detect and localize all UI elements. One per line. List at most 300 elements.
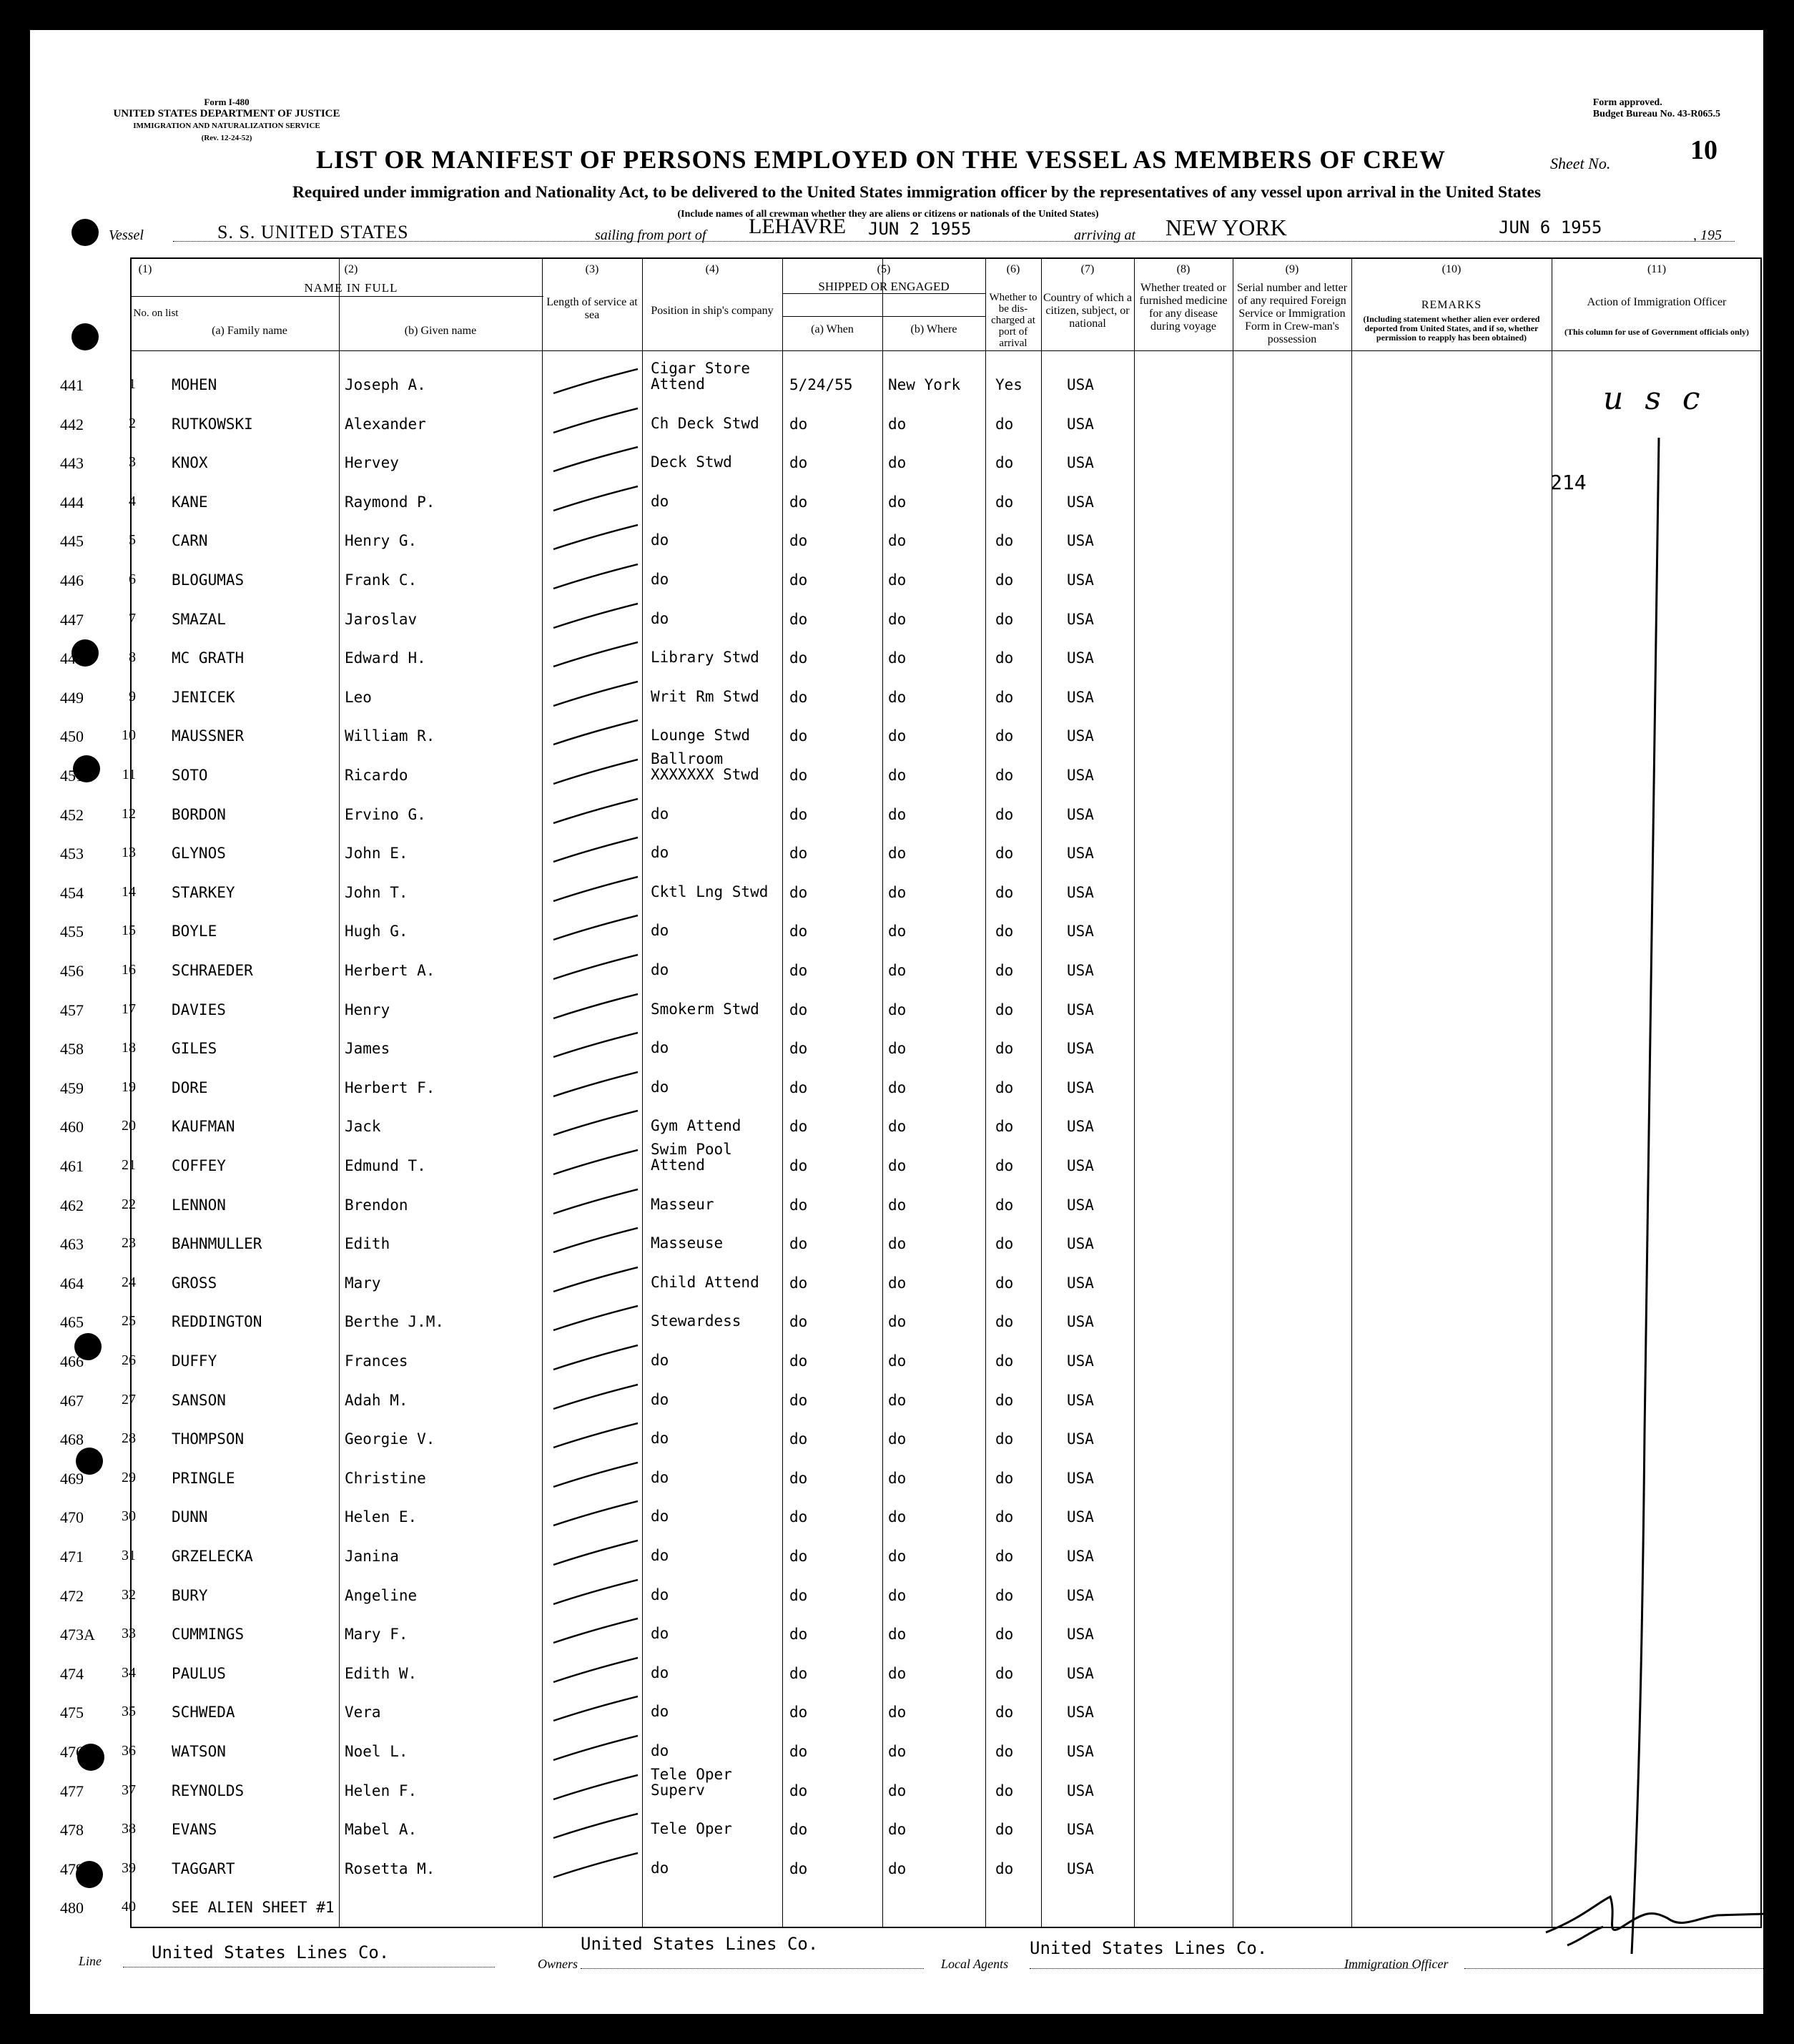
- discharged-at-arrival: do: [995, 1235, 1014, 1253]
- table-row: [30, 454, 1765, 476]
- sheet-line-number: 445: [60, 532, 84, 551]
- country: USA: [1067, 1548, 1094, 1565]
- country: USA: [1067, 1040, 1094, 1058]
- row-number: 21: [122, 1157, 136, 1173]
- country: USA: [1067, 532, 1094, 550]
- given-name: Georgie V.: [345, 1430, 435, 1448]
- shipped-when: 5/24/55: [789, 376, 853, 393]
- shipped-where: do: [888, 1626, 907, 1643]
- shipped-when: do: [789, 1235, 808, 1253]
- country: USA: [1067, 1626, 1094, 1643]
- discharged-at-arrival: Yes: [995, 376, 1022, 393]
- sheet-line-number: 462: [60, 1196, 84, 1214]
- year-suffix: , 195: [1693, 227, 1722, 243]
- shipped-where: do: [888, 571, 907, 589]
- service-check-mark: [546, 560, 646, 596]
- family-name: GROSS: [172, 1274, 217, 1292]
- table-row: [30, 1548, 1765, 1569]
- country: USA: [1067, 1430, 1094, 1448]
- shipped-where: do: [888, 1157, 907, 1174]
- row-number: 17: [122, 1001, 136, 1017]
- given-name: Edith: [345, 1235, 390, 1253]
- service-check-mark: [546, 1576, 646, 1611]
- shipped-when: do: [789, 1859, 808, 1877]
- header-rule: [782, 316, 985, 317]
- sheet-line-number: 463: [60, 1235, 84, 1254]
- family-name: EVANS: [172, 1821, 217, 1839]
- family-name: SEE ALIEN SHEET #1: [172, 1899, 335, 1917]
- sheet-line-number: 444: [60, 493, 84, 511]
- col11-note: (This column for use of Government officials only): [1564, 327, 1750, 337]
- row-number: 37: [122, 1782, 136, 1798]
- discharged-at-arrival: do: [995, 1626, 1014, 1643]
- family-name: KAUFMAN: [172, 1118, 235, 1136]
- table-row: [30, 416, 1765, 437]
- row-number: 34: [122, 1664, 136, 1681]
- sheet-line-number: 476: [60, 1743, 84, 1761]
- row-number: 33: [122, 1626, 136, 1642]
- shipped-when: do: [789, 845, 808, 863]
- family-name: GRZELECKA: [172, 1548, 253, 1565]
- family-name: MC GRATH: [172, 649, 245, 667]
- table-row: [30, 1274, 1765, 1296]
- table-row: [30, 1141, 1765, 1179]
- shipped-where: do: [888, 1001, 907, 1018]
- family-name: KNOX: [172, 454, 208, 472]
- discharged-at-arrival: do: [995, 883, 1014, 901]
- position: do: [651, 609, 669, 627]
- family-name: WATSON: [172, 1743, 226, 1760]
- sheet-line-number: 452: [60, 805, 84, 824]
- family-name: SOTO: [172, 767, 208, 784]
- sheet-line-number: 479: [60, 1859, 84, 1878]
- shipped-where: do: [888, 649, 907, 667]
- sheet-line-number: 443: [60, 454, 84, 473]
- sheet-line-number: 466: [60, 1352, 84, 1370]
- shipped-where: do: [888, 493, 907, 511]
- given-name: Joseph A.: [345, 376, 426, 393]
- family-name: SANSON: [172, 1391, 226, 1409]
- table-row: [30, 1352, 1765, 1374]
- sheet-number: 10: [1690, 135, 1717, 165]
- country: USA: [1067, 1001, 1094, 1018]
- row-number: 39: [122, 1859, 136, 1876]
- table-row: [30, 1821, 1765, 1842]
- header-rule: [130, 350, 1762, 351]
- sheet-line-number: 446: [60, 571, 84, 589]
- sheet-line-number: 448: [60, 649, 84, 668]
- sheet-line-number: 472: [60, 1586, 84, 1605]
- table-row: [30, 1235, 1765, 1257]
- shipped-where: do: [888, 883, 907, 901]
- service-check-mark: [546, 1068, 646, 1104]
- position: do: [651, 1078, 669, 1096]
- table-row: [30, 1587, 1765, 1608]
- family-name: REDDINGTON: [172, 1313, 262, 1331]
- family-name: THOMPSON: [172, 1430, 245, 1448]
- shipped-when: do: [789, 727, 808, 745]
- table-row: [30, 962, 1765, 983]
- given-name: Raymond P.: [345, 493, 435, 511]
- table-row: [30, 571, 1765, 593]
- family-name: BAHNMULLER: [172, 1235, 262, 1253]
- col3-num: (3): [585, 263, 599, 275]
- row-number: 11: [122, 767, 136, 782]
- discharged-at-arrival: do: [995, 493, 1014, 511]
- service-check-mark: [546, 1771, 646, 1807]
- given-name: James: [345, 1040, 390, 1058]
- service-check-mark: [546, 1731, 646, 1767]
- discharged-at-arrival: do: [995, 688, 1014, 706]
- service-check-mark: [546, 1419, 646, 1455]
- sheet-line-number: 447: [60, 610, 84, 629]
- col5a-label: (a) When: [811, 323, 854, 335]
- discharged-at-arrival: do: [995, 1586, 1014, 1604]
- service-check-mark: [546, 443, 646, 478]
- position: do: [651, 1430, 669, 1448]
- line-label: Line: [79, 1954, 102, 1968]
- given-name: Berthe J.M.: [345, 1313, 445, 1331]
- given-name: Herbert A.: [345, 962, 435, 979]
- table-row: [30, 806, 1765, 827]
- shipped-where: do: [888, 1078, 907, 1096]
- table-row: [30, 689, 1765, 710]
- position: Masseur: [651, 1195, 714, 1213]
- shipped-when: do: [789, 571, 808, 589]
- table-row: [30, 1392, 1765, 1413]
- given-name: Hugh G.: [345, 923, 408, 940]
- service-check-mark: [546, 990, 646, 1026]
- position: Writ Rm Stwd: [651, 687, 759, 705]
- service-check-mark: [546, 599, 646, 635]
- position: do: [651, 1390, 669, 1408]
- shipped-where: do: [888, 1430, 907, 1448]
- row-number: 5: [129, 532, 136, 549]
- position: Cktl Lng Stwd: [651, 883, 769, 900]
- shipped-where: do: [888, 962, 907, 979]
- sheet-line-number: 480: [60, 1899, 84, 1917]
- sheet-line-number: 459: [60, 1078, 84, 1097]
- row-number: 28: [122, 1430, 136, 1447]
- position: do: [651, 571, 669, 588]
- row-number: 22: [122, 1196, 136, 1212]
- country: USA: [1067, 1078, 1094, 1096]
- service-check-mark: [546, 1809, 646, 1845]
- position: do: [651, 1586, 669, 1603]
- service-check-mark: [546, 1692, 646, 1728]
- col8-num: (8): [1176, 263, 1191, 275]
- row-number: 8: [129, 649, 136, 666]
- row-number: 15: [122, 923, 136, 939]
- shipped-where: do: [888, 1352, 907, 1370]
- discharged-at-arrival: do: [995, 1508, 1014, 1526]
- country: USA: [1067, 649, 1094, 667]
- col4-num: (4): [705, 263, 719, 275]
- budget-block: [1593, 97, 1720, 120]
- shipped-where: do: [888, 415, 907, 433]
- vessel-name: S. S. UNITED STATES: [217, 222, 409, 242]
- discharged-at-arrival: do: [995, 923, 1014, 940]
- sheet-line-number: 474: [60, 1664, 84, 1683]
- given-name: Brendon: [345, 1196, 408, 1214]
- sheet-line-number: 471: [60, 1548, 84, 1566]
- line-value: United States Lines Co.: [152, 1942, 390, 1962]
- country: USA: [1067, 923, 1094, 940]
- row-number: 29: [122, 1469, 136, 1485]
- header-rule: [782, 293, 985, 294]
- arrival-date: JUN 6 1955: [1499, 217, 1602, 237]
- shipped-when: do: [789, 1157, 808, 1174]
- table-row: [30, 1430, 1765, 1452]
- shipped-where: do: [888, 1508, 907, 1526]
- country: USA: [1067, 1235, 1094, 1253]
- service-check-mark: [546, 1849, 646, 1885]
- row-number: 10: [122, 727, 136, 744]
- col5-label: SHIPPED OR ENGAGED: [818, 280, 950, 293]
- given-name: Henry: [345, 1001, 390, 1018]
- service-check-mark: [546, 1106, 646, 1142]
- position: Smokerm Stwd: [651, 1000, 759, 1018]
- country: USA: [1067, 1821, 1094, 1839]
- given-name: Jaroslav: [345, 610, 418, 628]
- discharged-at-arrival: do: [995, 571, 1014, 589]
- shipped-where: do: [888, 767, 907, 784]
- shipped-when: do: [789, 962, 808, 979]
- family-name: JENICEK: [172, 688, 235, 706]
- row-number: 20: [122, 1118, 136, 1134]
- table-row: [30, 649, 1765, 671]
- revision: (Rev. 12-24-52): [201, 134, 252, 142]
- shipped-when: do: [789, 454, 808, 472]
- country: USA: [1067, 1782, 1094, 1799]
- given-name: Vera: [345, 1704, 381, 1721]
- row-number: 3: [129, 454, 136, 471]
- row-number: 12: [122, 805, 136, 822]
- sheet-line-number: 467: [60, 1391, 84, 1410]
- shipped-when: do: [789, 1548, 808, 1565]
- col8-label: Whether treated or furnished medicine for any disease during voyage: [1139, 282, 1228, 333]
- given-name: John T.: [345, 883, 408, 901]
- row-number: 24: [122, 1274, 136, 1290]
- shipped-where: New York: [888, 376, 961, 393]
- service-check-mark: [546, 365, 646, 401]
- service-check-mark: [546, 873, 646, 908]
- given-name: Christine: [345, 1469, 426, 1487]
- sheet-line-number: 461: [60, 1157, 84, 1175]
- col10-label: REMARKS: [1421, 299, 1482, 311]
- punch-hole: [72, 219, 99, 246]
- given-name: Noel L.: [345, 1743, 408, 1760]
- row-number: 7: [129, 610, 136, 627]
- service-check-mark: [546, 1341, 646, 1377]
- officer-rule: [1464, 1968, 1765, 1969]
- discharged-at-arrival: do: [995, 845, 1014, 863]
- position: do: [651, 922, 669, 940]
- shipped-when: do: [789, 805, 808, 823]
- given-name: Alexander: [345, 415, 426, 433]
- col2-label: NAME IN FULL: [304, 281, 398, 295]
- position: do: [651, 1742, 669, 1759]
- position: Tele Oper Superv: [651, 1765, 732, 1799]
- given-name: Ervino G.: [345, 805, 426, 823]
- table-row: [30, 1470, 1765, 1491]
- country: USA: [1067, 1157, 1094, 1174]
- service-check-mark: [546, 482, 646, 518]
- col2b-label: (b) Given name: [404, 325, 477, 337]
- given-name: Adah M.: [345, 1391, 408, 1409]
- given-name: Herbert F.: [345, 1078, 435, 1096]
- country: USA: [1067, 1508, 1094, 1526]
- col7-label: Country of which a citizen, subject, or national: [1043, 292, 1132, 330]
- shipped-when: do: [789, 1118, 808, 1136]
- family-name: STARKEY: [172, 883, 235, 901]
- table-row: [30, 1743, 1765, 1764]
- row-number: 23: [122, 1235, 136, 1252]
- table-row: [30, 1118, 1765, 1139]
- sheet-line-number: 449: [60, 688, 84, 707]
- sheet-line-number: 453: [60, 845, 84, 863]
- row-number: 2: [129, 415, 136, 431]
- sheet-line-number: 441: [60, 376, 84, 394]
- table-row: [30, 1704, 1765, 1725]
- position: do: [651, 1352, 669, 1369]
- service-check-mark: [546, 1146, 646, 1181]
- discharged-at-arrival: do: [995, 610, 1014, 628]
- family-name: BURY: [172, 1586, 208, 1604]
- margin-note-number: 214: [1550, 471, 1587, 494]
- row-number: 4: [129, 493, 136, 509]
- sheet-line-number: 460: [60, 1118, 84, 1136]
- country: USA: [1067, 962, 1094, 979]
- country: USA: [1067, 845, 1094, 863]
- col1-label: No. on list: [133, 308, 179, 319]
- family-name: PAULUS: [172, 1664, 226, 1682]
- service-check-mark: [546, 1654, 646, 1689]
- row-number: 18: [122, 1040, 136, 1056]
- owners-label: Owners: [538, 1957, 578, 1971]
- discharged-at-arrival: do: [995, 1157, 1014, 1174]
- country: USA: [1067, 1313, 1094, 1331]
- sheet-line-number: 450: [60, 727, 84, 746]
- position: Ch Deck Stwd: [651, 414, 759, 432]
- shipped-where: do: [888, 727, 907, 745]
- service-check-mark: [546, 950, 646, 986]
- country: USA: [1067, 376, 1094, 393]
- row-number: 40: [122, 1899, 136, 1915]
- country: USA: [1067, 727, 1094, 745]
- position: Deck Stwd: [651, 453, 732, 471]
- service-check-mark: [546, 795, 646, 830]
- sheet-line-number: 469: [60, 1469, 84, 1488]
- table-row: [30, 727, 1765, 749]
- table-row: [30, 360, 1765, 398]
- table-row: [30, 923, 1765, 944]
- row-number: 19: [122, 1078, 136, 1095]
- given-name: Henry G.: [345, 532, 418, 550]
- footer: [79, 1932, 1762, 1975]
- sheet-line-number: 478: [60, 1821, 84, 1839]
- given-name: Mary: [345, 1274, 381, 1292]
- shipped-when: do: [789, 1313, 808, 1331]
- country: USA: [1067, 1586, 1094, 1604]
- given-name: Frances: [345, 1352, 408, 1370]
- table-row: [30, 1626, 1765, 1647]
- department: UNITED STATES DEPARTMENT OF JUSTICE: [113, 108, 340, 119]
- port-to: NEW YORK: [1165, 215, 1287, 240]
- given-name: Janina: [345, 1548, 399, 1565]
- shipped-where: do: [888, 688, 907, 706]
- service-check-mark: [546, 911, 646, 947]
- table-row: [30, 884, 1765, 905]
- shipped-where: do: [888, 1118, 907, 1136]
- shipped-where: do: [888, 1196, 907, 1214]
- row-number: 32: [122, 1586, 136, 1603]
- position: do: [651, 1468, 669, 1486]
- position: do: [651, 844, 669, 862]
- family-name: TAGGART: [172, 1859, 235, 1877]
- position: do: [651, 805, 669, 822]
- row-number: 30: [122, 1508, 136, 1525]
- position: Lounge Stwd: [651, 727, 751, 745]
- crew-manifest-sheet: [29, 29, 1765, 2015]
- position: do: [651, 1664, 669, 1681]
- discharged-at-arrival: do: [995, 1352, 1014, 1370]
- service-check-mark: [546, 521, 646, 556]
- discharged-at-arrival: do: [995, 1274, 1014, 1292]
- shipped-when: do: [789, 1274, 808, 1292]
- shipped-when: do: [789, 1040, 808, 1058]
- shipped-when: do: [789, 1664, 808, 1682]
- discharged-at-arrival: do: [995, 1821, 1014, 1839]
- country: USA: [1067, 1743, 1094, 1760]
- discharged-at-arrival: do: [995, 805, 1014, 823]
- position: Stewardess: [651, 1312, 741, 1330]
- row-number: 14: [122, 883, 136, 900]
- shipped-where: do: [888, 1548, 907, 1565]
- sheet-line-number: 468: [60, 1430, 84, 1449]
- owners-rule: [581, 1968, 924, 1969]
- service: IMMIGRATION AND NATURALIZATION SERVICE: [133, 122, 320, 130]
- sheet-line-number: 442: [60, 415, 84, 433]
- table-row: [30, 1860, 1765, 1882]
- shipped-where: do: [888, 1859, 907, 1877]
- family-name: PRINGLE: [172, 1469, 235, 1487]
- sheet-line-number: 454: [60, 883, 84, 902]
- table-row: [30, 1197, 1765, 1218]
- agency-block: [80, 96, 373, 144]
- service-check-mark: [546, 1458, 646, 1494]
- family-name: BOYLE: [172, 923, 217, 940]
- shipped-where: do: [888, 805, 907, 823]
- given-name: Frank C.: [345, 571, 418, 589]
- discharged-at-arrival: do: [995, 1001, 1014, 1018]
- position: do: [651, 961, 669, 978]
- shipped-where: do: [888, 1664, 907, 1682]
- sheet-line-number: 477: [60, 1782, 84, 1800]
- shipped-where: do: [888, 1469, 907, 1487]
- sheet-label: Sheet No.: [1550, 154, 1611, 172]
- family-name: SCHWEDA: [172, 1704, 235, 1721]
- position: Gym Attend: [651, 1117, 741, 1135]
- owners-value: United States Lines Co.: [581, 1934, 819, 1954]
- discharged-at-arrival: do: [995, 1196, 1014, 1214]
- service-check-mark: [546, 1497, 646, 1533]
- service-check-mark: [546, 1263, 646, 1299]
- shipped-when: do: [789, 1704, 808, 1721]
- country: USA: [1067, 1274, 1094, 1292]
- col2a-label: (a) Family name: [212, 325, 287, 337]
- family-name: MOHEN: [172, 376, 217, 393]
